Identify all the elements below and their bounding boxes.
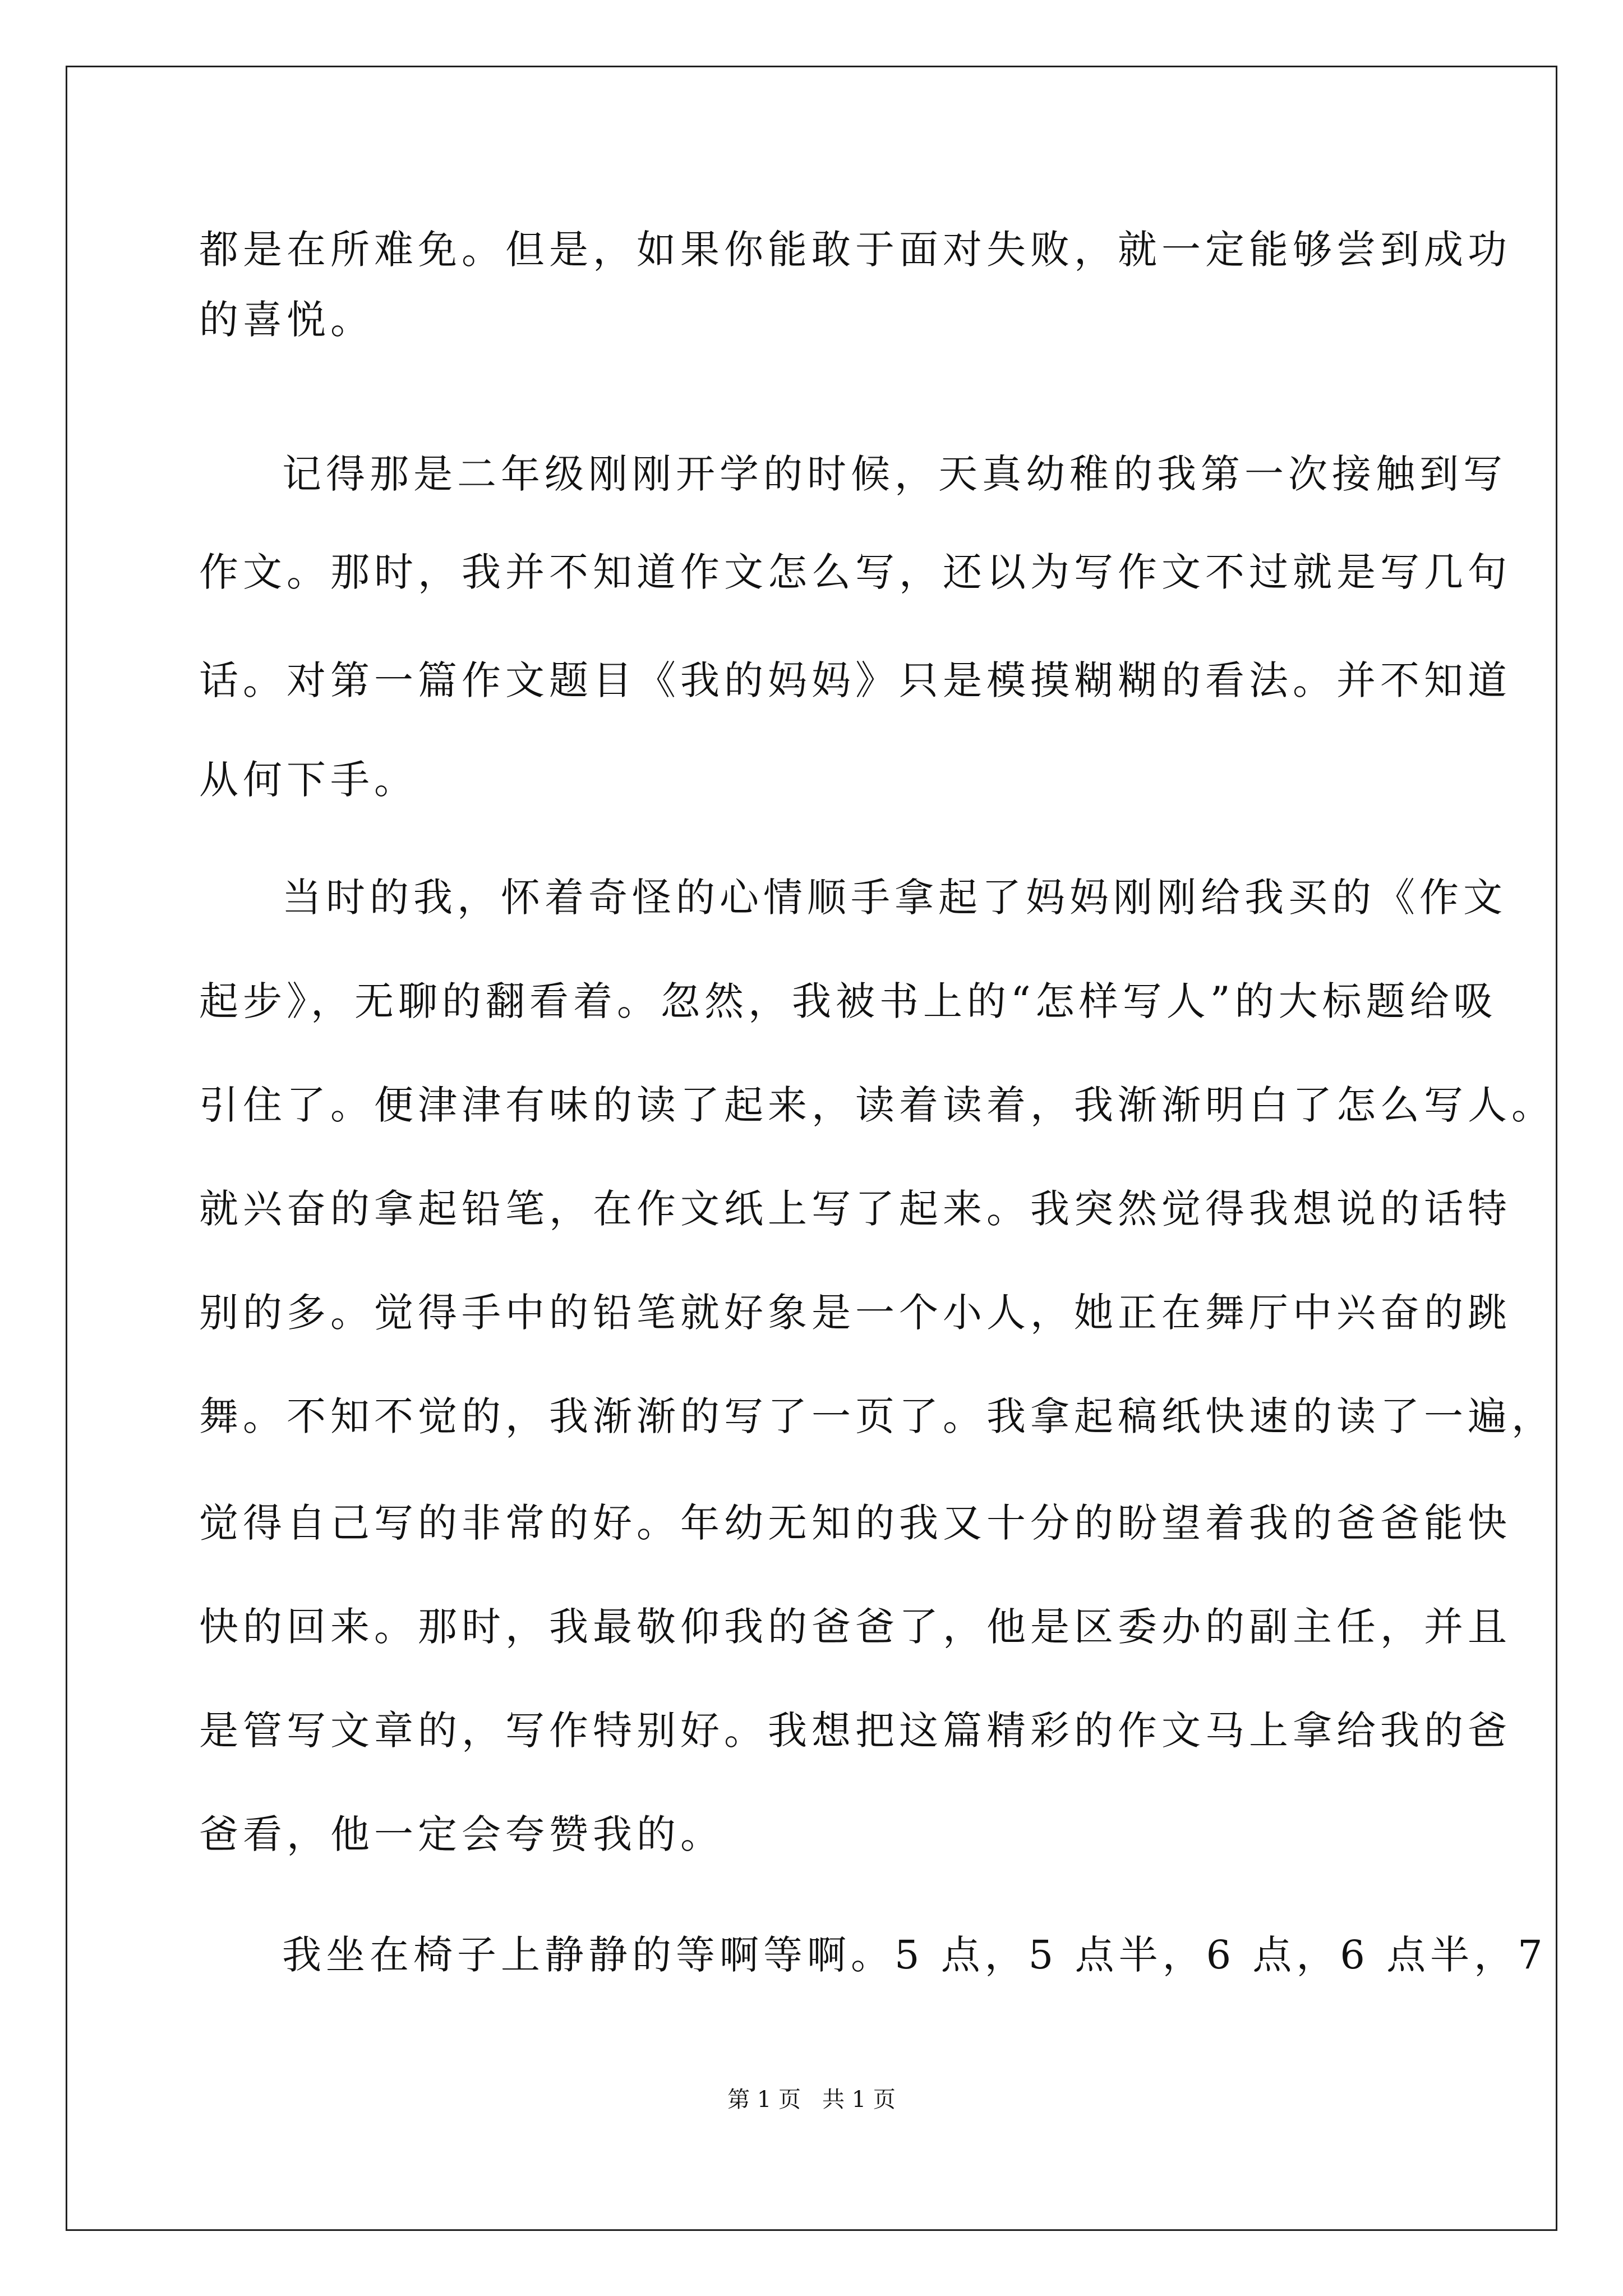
text-line-6: 从何下手。 <box>199 757 418 803</box>
text-line-1: 都是在所难免。但是，如果你能敢于面对失败，就一定能够尝到成功 <box>199 227 1511 273</box>
page-footer <box>0 2088 1623 2111</box>
text-line-4: 作文。那时，我并不知道作文怎么写，还以为写作文不过就是写几句 <box>199 549 1511 595</box>
text-line-13: 觉得自己写的非常的好。年幼无知的我又十分的盼望着我的爸爸能快 <box>199 1500 1511 1546</box>
text-line-5: 话。对第一篇作文题目《我的妈妈》只是模摸糊糊的看法。并不知道 <box>199 657 1511 703</box>
page-border <box>66 66 1557 2231</box>
text-line-16: 爸看，他一定会夸赞我的。 <box>199 1811 724 1857</box>
text-line-15: 是管写文章的，写作特别好。我想把这篇精彩的作文马上拿给我的爸 <box>199 1708 1511 1754</box>
text-line-10: 就兴奋的拿起铅笔，在作文纸上写了起来。我突然觉得我想说的话特 <box>199 1186 1511 1232</box>
text-line-12: 舞。不知不觉的，我渐渐的写了一页了。我拿起稿纸快速的读了一遍， <box>199 1393 1555 1439</box>
text-line-2: 的喜悦。 <box>199 297 374 343</box>
text-line-8: 起步》，无聊的翻看着。忽然，我被书上的“怎样写人”的大标题给吸 <box>199 978 1497 1024</box>
text-line-3: 记得那是二年级刚刚开学的时候，天真幼稚的我第一次接触到写 <box>282 451 1507 497</box>
text-line-7: 当时的我，怀着奇怪的心情顺手拿起了妈妈刚刚给我买的《作文 <box>282 875 1507 921</box>
text-line-14: 快的回来。那时，我最敬仰我的爸爸了，他是区委办的副主任，并且 <box>199 1604 1511 1650</box>
page-number: 第 1 页 <box>727 2087 801 2113</box>
page-total: 共 1 页 <box>822 2087 896 2113</box>
text-line-11: 别的多。觉得手中的铅笔就好象是一个小人，她正在舞厅中兴奋的跳 <box>199 1290 1511 1336</box>
text-line-17: 我坐在椅子上静静的等啊等啊。5 点，5 点半，6 点，6 点半，7 <box>282 1932 1547 1978</box>
text-line-9: 引住了。便津津有味的读了起来，读着读着，我渐渐明白了怎么写人。 <box>199 1082 1555 1128</box>
